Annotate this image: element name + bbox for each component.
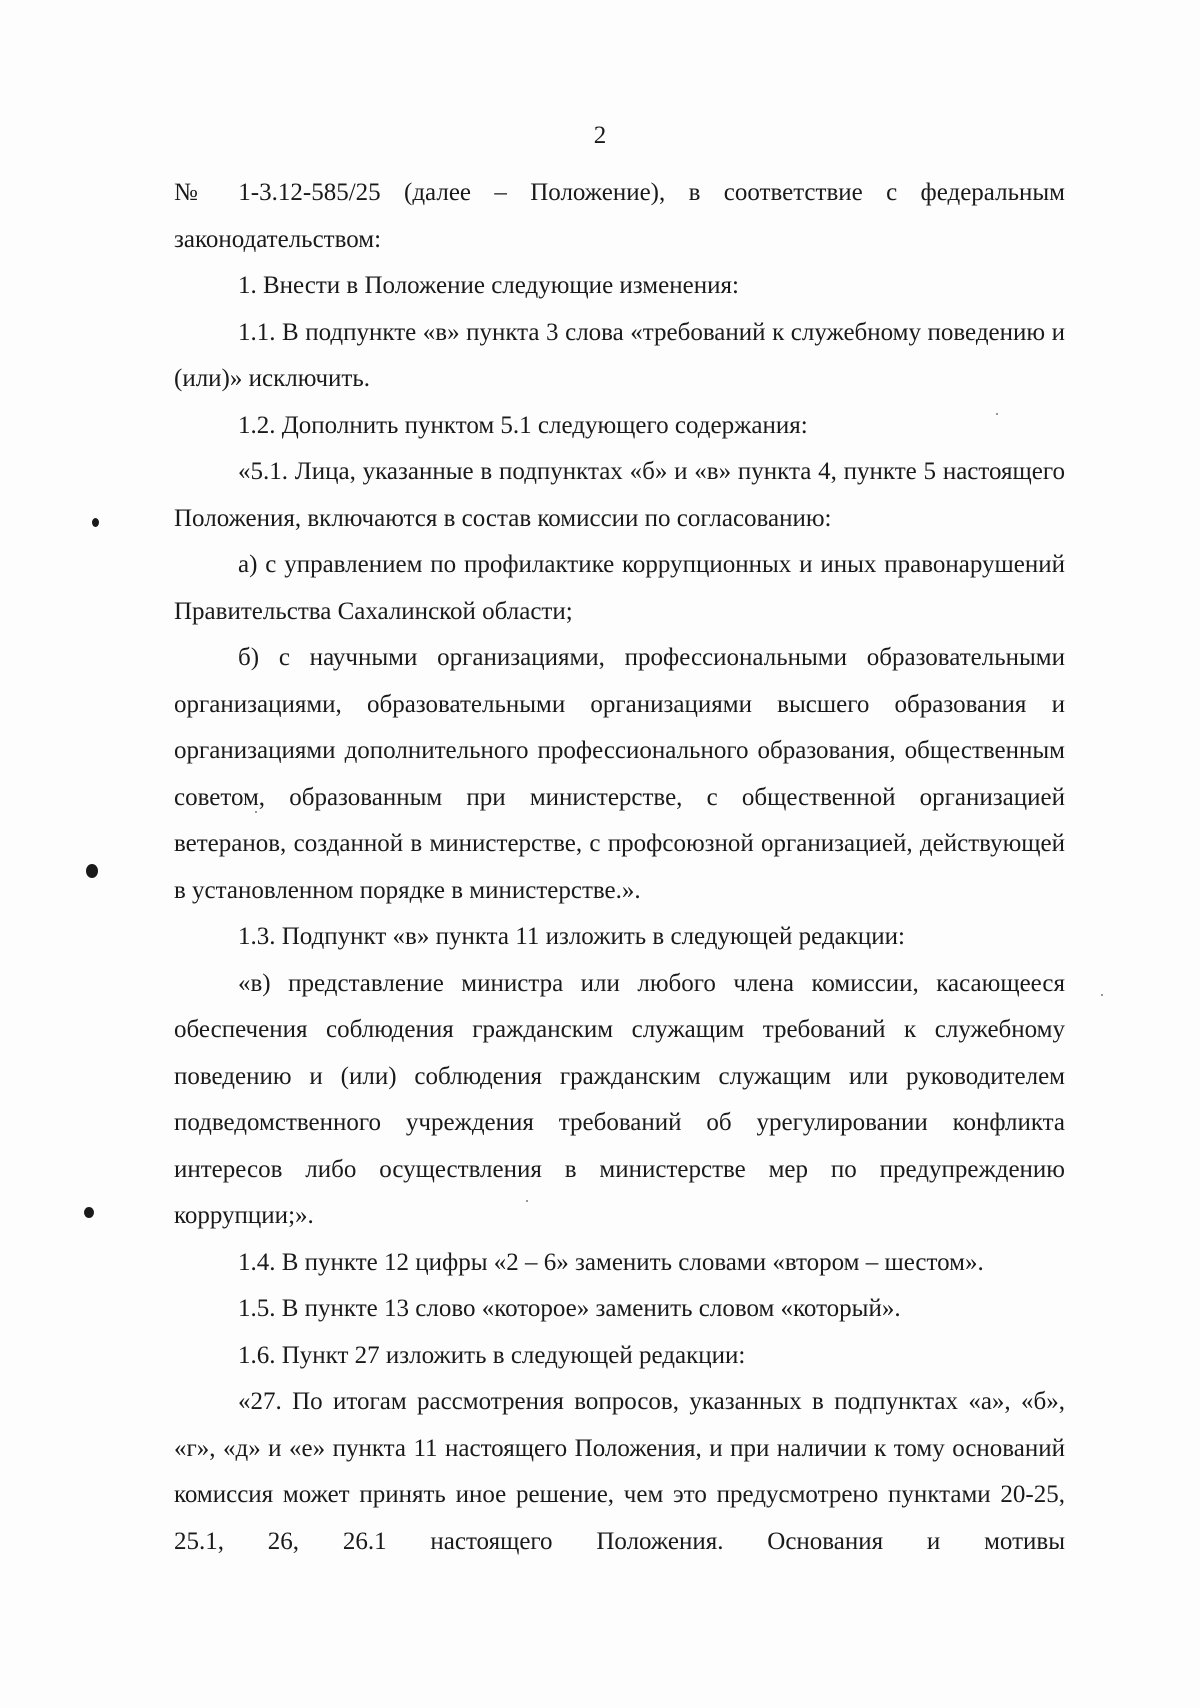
scan-dot — [255, 811, 257, 813]
scan-speck — [84, 1207, 94, 1218]
paragraph-subitem-v: «в) представление министра или любого члена комиссии, касающееся обеспечения соблюдения гражданским служащим требований к служебному поведению и (или) соблюдения гражданским служащим или руководителем подведомственного учреждения требований об урегулировании конфликта интересов либо осуществления в министерстве мер по предупреждению коррупции;». — [174, 969, 1065, 1229]
scan-dot — [996, 413, 998, 415]
page-number: 2 — [593, 122, 607, 149]
paragraph-item-1-2: 1.2. Дополнить пунктом 5.1 следующего содержания: — [238, 411, 808, 439]
paragraph-preamble: № 1-3.12-585/25 (далее – Положение), в соответствие с федеральным законодательством: — [174, 179, 1065, 253]
paragraph-item-1-1: 1.1. В подпункте «в» пункта 3 слова «требований к служебному поведению и (или)» исключить. — [174, 318, 1065, 392]
paragraph-item-1-6: 1.6. Пункт 27 изложить в следующей редакции: — [238, 1341, 746, 1369]
scan-speck — [92, 518, 99, 527]
scan-speck — [86, 864, 98, 878]
paragraph-clause-27: «27. По итогам рассмотрения вопросов, указанных в подпунктах «а», «б», «г», «д» и «е» пункта 11 настоящего Положения, и при наличии к тому оснований комиссия может принять иное решение, чем это предусмотрено пунктами 20-25, 25.1, 26, 26.1 настоящего Положения. Основания и мотивы — [174, 1388, 1065, 1555]
paragraph-item-1-4: 1.4. В пункте 12 цифры «2 – 6» заменить словами «втором – шестом». — [238, 1248, 984, 1276]
paragraph-item-1-5: 1.5. В пункте 13 слово «которое» заменить словом «который». — [238, 1295, 901, 1322]
paragraph-subitem-a: а) с управлением по профилактике коррупционных и иных правонарушений Правительства Сахалинской области; — [174, 551, 1065, 625]
scan-dot — [526, 1200, 528, 1202]
paragraph-subitem-b: б) с научными организациями, профессиональными образовательными организациями, образовательными организациями высшего образования и организациями дополнительного профессионального образования, общественным советом, образованным при министерстве, с общественной организацией ветеранов, созданной в министерстве, с профсоюзной организацией, действующей в установленном порядке в министерстве.». — [174, 644, 1065, 904]
paragraph-item-1-3: 1.3. Подпункт «в» пункта 11 изложить в следующей редакции: — [238, 923, 905, 950]
scan-dot — [1101, 994, 1103, 996]
document-body — [174, 170, 1065, 1565]
paragraph-clause-5-1: «5.1. Лица, указанные в подпунктах «б» и «в» пункта 4, пункте 5 настоящего Положения, включаются в состав комиссии по согласованию: — [174, 458, 1065, 532]
paragraph-item-1: 1. Внести в Положение следующие изменения: — [238, 272, 739, 299]
